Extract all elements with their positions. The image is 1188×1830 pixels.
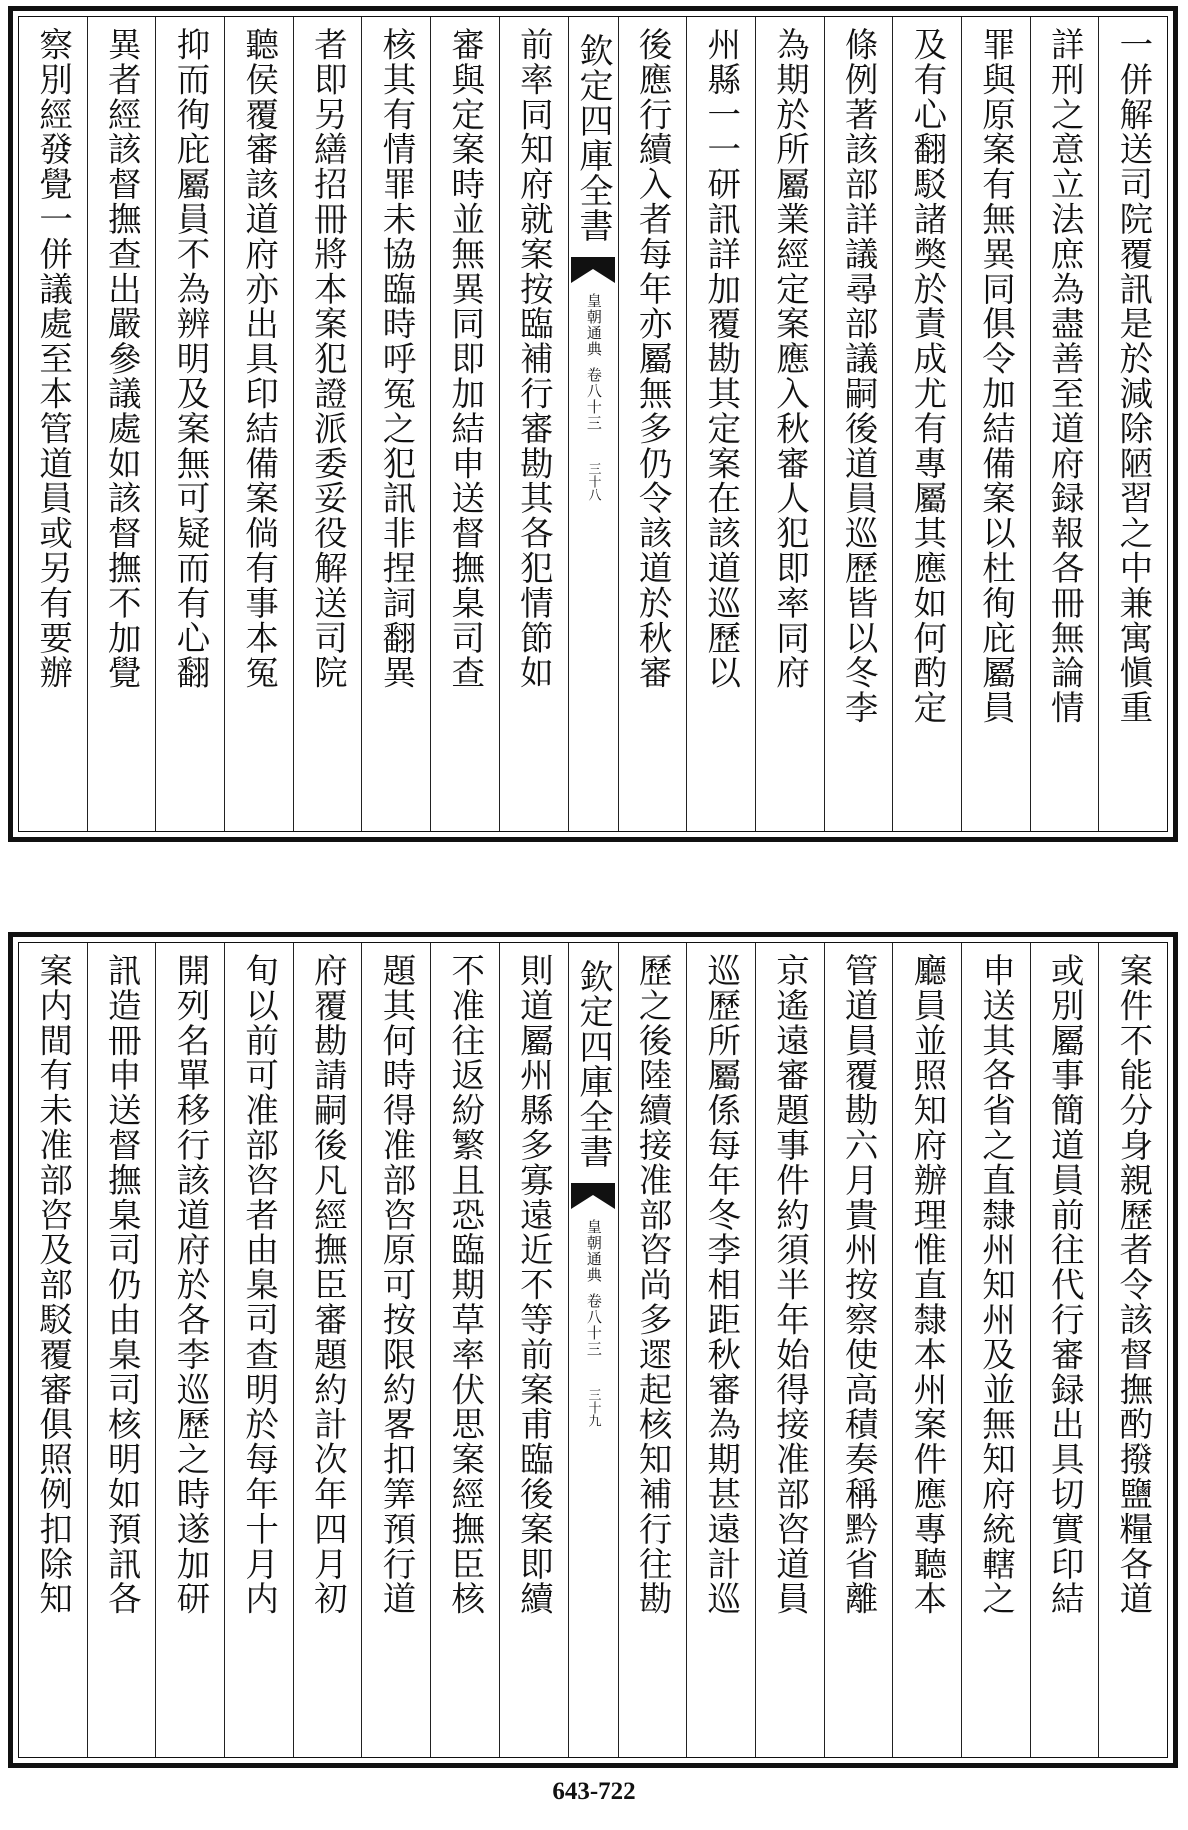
text-column bbox=[19, 17, 87, 831]
column-text: 前率同知府就案按臨補行審勘其各犯情節如 bbox=[514, 27, 554, 691]
center-leaf-number: 三十八 bbox=[585, 462, 601, 501]
page-top-frame bbox=[18, 16, 1168, 832]
text-column bbox=[155, 17, 224, 831]
fishtail-mark-icon bbox=[571, 1183, 615, 1209]
column-text: 或別屬事簡道員前往代行審録出具切實印結 bbox=[1045, 953, 1085, 1617]
center-fold bbox=[568, 943, 618, 1757]
text-column bbox=[892, 943, 961, 1757]
column-text: 旬以前可准部咨者由臬司查明於每年十月内 bbox=[239, 953, 279, 1617]
column-text: 州縣一一研訊詳加覆勘其定案在該道巡歷以 bbox=[701, 27, 741, 691]
center-leaf-number: 三十九 bbox=[585, 1388, 601, 1427]
text-column bbox=[1030, 17, 1099, 831]
center-book-title: 皇朝通典 bbox=[584, 293, 603, 357]
text-column bbox=[618, 17, 687, 831]
column-text: 罪與原案有無異同俱令加結備案以杜徇庇屬員 bbox=[976, 27, 1016, 725]
text-column bbox=[155, 943, 224, 1757]
text-column bbox=[361, 943, 430, 1757]
column-text: 京遙遠審題事件約須半年始得接准部咨道員 bbox=[770, 953, 810, 1617]
text-column bbox=[1098, 17, 1167, 831]
column-text: 案件不能分身親歷者令該督撫酌撥鹽糧各道 bbox=[1113, 953, 1153, 1617]
column-text: 聽侯覆審該道府亦出具印結備案倘有事本冤 bbox=[239, 27, 279, 691]
column-text: 訊造冊申送督撫臬司仍由臬司核明如預訊各 bbox=[102, 953, 142, 1617]
column-text: 歷之後陸續接准部咨尚多遝起核知補行往勘 bbox=[633, 953, 673, 1617]
text-column bbox=[1030, 943, 1099, 1757]
column-text: 府覆勘請嗣後凡經撫臣審題約計次年四月初 bbox=[308, 953, 348, 1617]
column-text: 不准往返紛繁且恐臨期草率伏思案經撫臣核 bbox=[445, 953, 485, 1617]
page-bottom bbox=[8, 932, 1178, 1768]
text-column bbox=[961, 943, 1030, 1757]
column-text: 管道員覆勘六月貴州按察使高積奏稱黔省離 bbox=[839, 953, 879, 1617]
text-column bbox=[499, 943, 568, 1757]
column-text: 條例著該部詳議尋部議嗣後道員巡歷皆以冬李 bbox=[839, 27, 879, 725]
column-text: 詳刑之意立法庶為盡善至道府録報各冊無論情 bbox=[1045, 27, 1085, 725]
column-text: 審與定案時並無異同即加結申送督撫臬司查 bbox=[445, 27, 485, 691]
column-text: 者即另繕招冊將本案犯證派委妥役解送司院 bbox=[308, 27, 348, 691]
text-column bbox=[618, 943, 687, 1757]
column-text: 巡歷所屬係每年冬李相距秋審為期甚遠計巡 bbox=[701, 953, 741, 1617]
fishtail-mark-icon bbox=[571, 257, 615, 283]
text-column bbox=[961, 17, 1030, 831]
text-column bbox=[361, 17, 430, 831]
text-column bbox=[686, 17, 755, 831]
column-text: 抑而徇庇屬員不為辨明及案無可疑而有心翻 bbox=[170, 27, 210, 691]
center-title: 欽定四庫全書 bbox=[573, 33, 613, 243]
center-fold bbox=[568, 17, 618, 831]
text-column bbox=[430, 17, 499, 831]
text-column bbox=[686, 943, 755, 1757]
text-column bbox=[892, 17, 961, 831]
column-text: 察別經發覺一併議處至本管道員或另有要辦 bbox=[33, 27, 73, 691]
column-text: 題其何時得准部咨原可按限約畧扣筭預行道 bbox=[377, 953, 417, 1617]
text-column bbox=[293, 943, 362, 1757]
center-volume: 卷八十三 bbox=[584, 1293, 603, 1357]
text-column bbox=[824, 943, 893, 1757]
column-text: 案内間有未准部咨及部駁覆審俱照例扣除知 bbox=[33, 953, 73, 1617]
center-title: 欽定四庫全書 bbox=[573, 959, 613, 1169]
column-text: 開列名單移行該道府於各李巡歷之時遂加研 bbox=[170, 953, 210, 1617]
text-column bbox=[87, 943, 156, 1757]
text-column bbox=[19, 943, 87, 1757]
column-text: 異者經該督撫查出嚴參議處如該督撫不加覺 bbox=[102, 27, 142, 691]
text-column bbox=[824, 17, 893, 831]
text-column bbox=[755, 17, 824, 831]
column-text: 廳員並照知府辦理惟直隸本州案件應專聽本 bbox=[907, 953, 947, 1617]
page-number: 643-722 bbox=[552, 1778, 636, 1805]
text-column bbox=[87, 17, 156, 831]
column-text: 為期於所屬業經定案應入秋審人犯即率同府 bbox=[770, 27, 810, 691]
column-text: 一併解送司院覆訊是於減除陋習之中兼寓愼重 bbox=[1113, 27, 1153, 725]
page-bottom-frame bbox=[18, 942, 1168, 1758]
text-column bbox=[293, 17, 362, 831]
center-volume: 卷八十三 bbox=[584, 367, 603, 431]
text-column bbox=[224, 17, 293, 831]
center-book-title: 皇朝通典 bbox=[584, 1219, 603, 1283]
column-text: 及有心翻駁諸獘於責成尤有專屬其應如何酌定 bbox=[907, 27, 947, 725]
column-text: 後應行續入者每年亦屬無多仍令該道於秋審 bbox=[633, 27, 673, 691]
column-text: 核其有情罪未協臨時呼冤之犯訊非捏詞翻異 bbox=[377, 27, 417, 691]
column-text: 則道屬州縣多寡遠近不等前案甫臨後案即續 bbox=[514, 953, 554, 1617]
text-column bbox=[499, 17, 568, 831]
text-column bbox=[430, 943, 499, 1757]
page-top bbox=[8, 6, 1178, 842]
text-column bbox=[224, 943, 293, 1757]
text-column bbox=[1098, 943, 1167, 1757]
text-column bbox=[755, 943, 824, 1757]
column-text: 申送其各省之直隸州知州及並無知府統轄之 bbox=[976, 953, 1016, 1617]
